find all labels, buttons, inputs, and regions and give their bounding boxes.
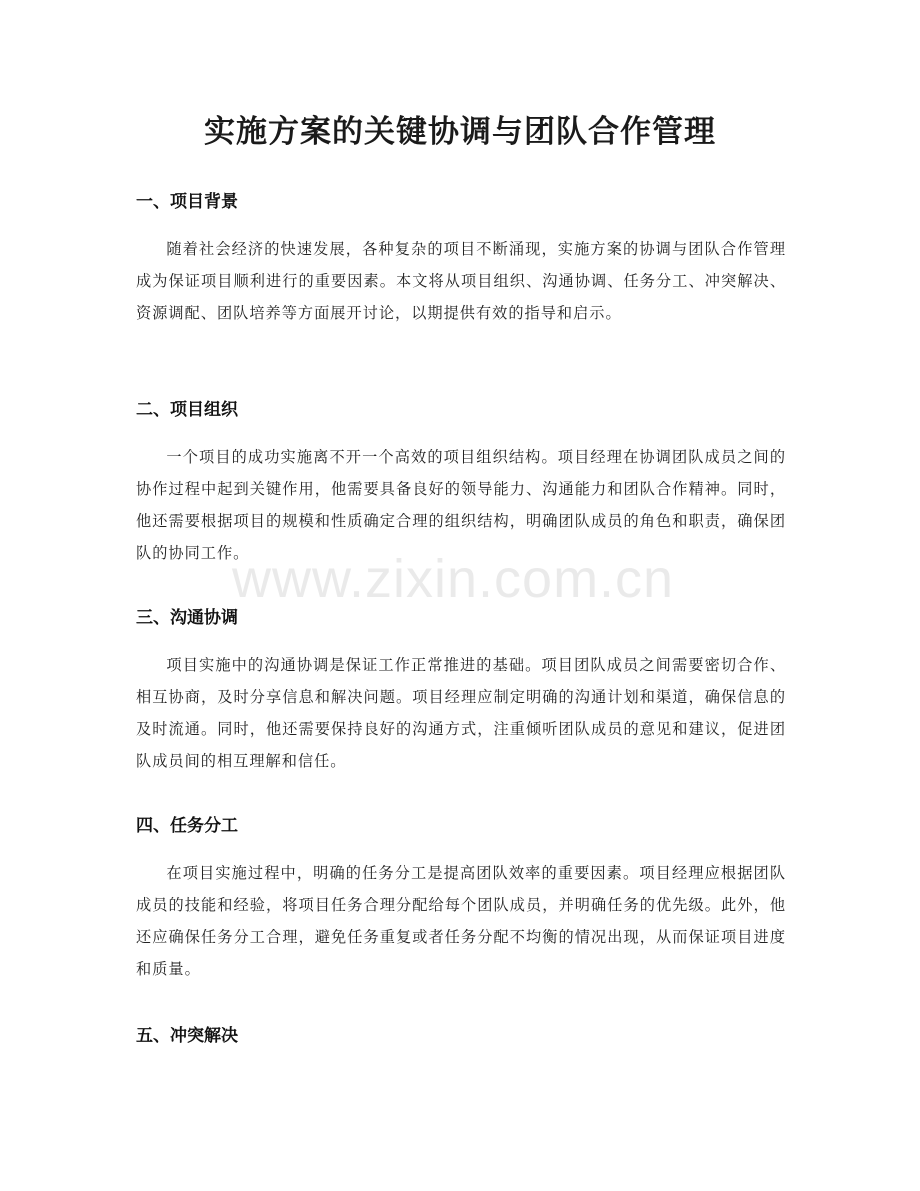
document-title: 实施方案的关键协调与团队合作管理 (204, 114, 716, 150)
section-heading: 一、项目背景 (136, 192, 238, 212)
section-communication (136, 606, 786, 777)
section-background (136, 190, 786, 329)
section-heading: 四、任务分工 (136, 816, 238, 836)
section-paragraph: 项目实施中的沟通协调是保证工作正常推进的基础。项目团队成员之间需要密切合作、相互协商，及时分享信息和解决问题。项目经理应制定明确的沟通计划和渠道，确保信息的及时流通。同时，他还需要保持良好的沟通方式，注重倾听团队成员的意见和建议，促进团队成员间的相互理解和信任。 (136, 656, 786, 770)
section-heading: 二、项目组织 (136, 400, 238, 420)
section-paragraph: 在项目实施过程中，明确的任务分工是提高团队效率的重要因素。项目经理应根据团队成员的技能和经验，将项目任务合理分配给每个团队成员，并明确任务的优先级。此外，他还应确保任务分工合理，避免任务重复或者任务分配不均衡的情况出现，从而保证项目进度和质量。 (136, 864, 786, 978)
section-heading: 五、冲突解决 (136, 1026, 238, 1046)
section-organization (136, 398, 786, 569)
section-heading: 三、沟通协调 (136, 608, 238, 628)
section-task-division (136, 814, 786, 985)
section-paragraph: 一个项目的成功实施离不开一个高效的项目组织结构。项目经理在协调团队成员之间的协作过程中起到关键作用，他需要具备良好的领导能力、沟通能力和团队合作精神。同时，他还需要根据项目的规模和性质确定合理的组织结构，明确团队成员的角色和职责，确保团队的协同工作。 (136, 448, 786, 562)
watermark: www.zixin.com.cn (232, 549, 675, 609)
section-conflict-resolution (136, 1024, 786, 1048)
section-paragraph: 随着社会经济的快速发展，各种复杂的项目不断涌现，实施方案的协调与团队合作管理成为保证项目顺利进行的重要因素。本文将从项目组织、沟通协调、任务分工、冲突解决、资源调配、团队培养等方面展开讨论，以期提供有效的指导和启示。 (136, 240, 786, 322)
